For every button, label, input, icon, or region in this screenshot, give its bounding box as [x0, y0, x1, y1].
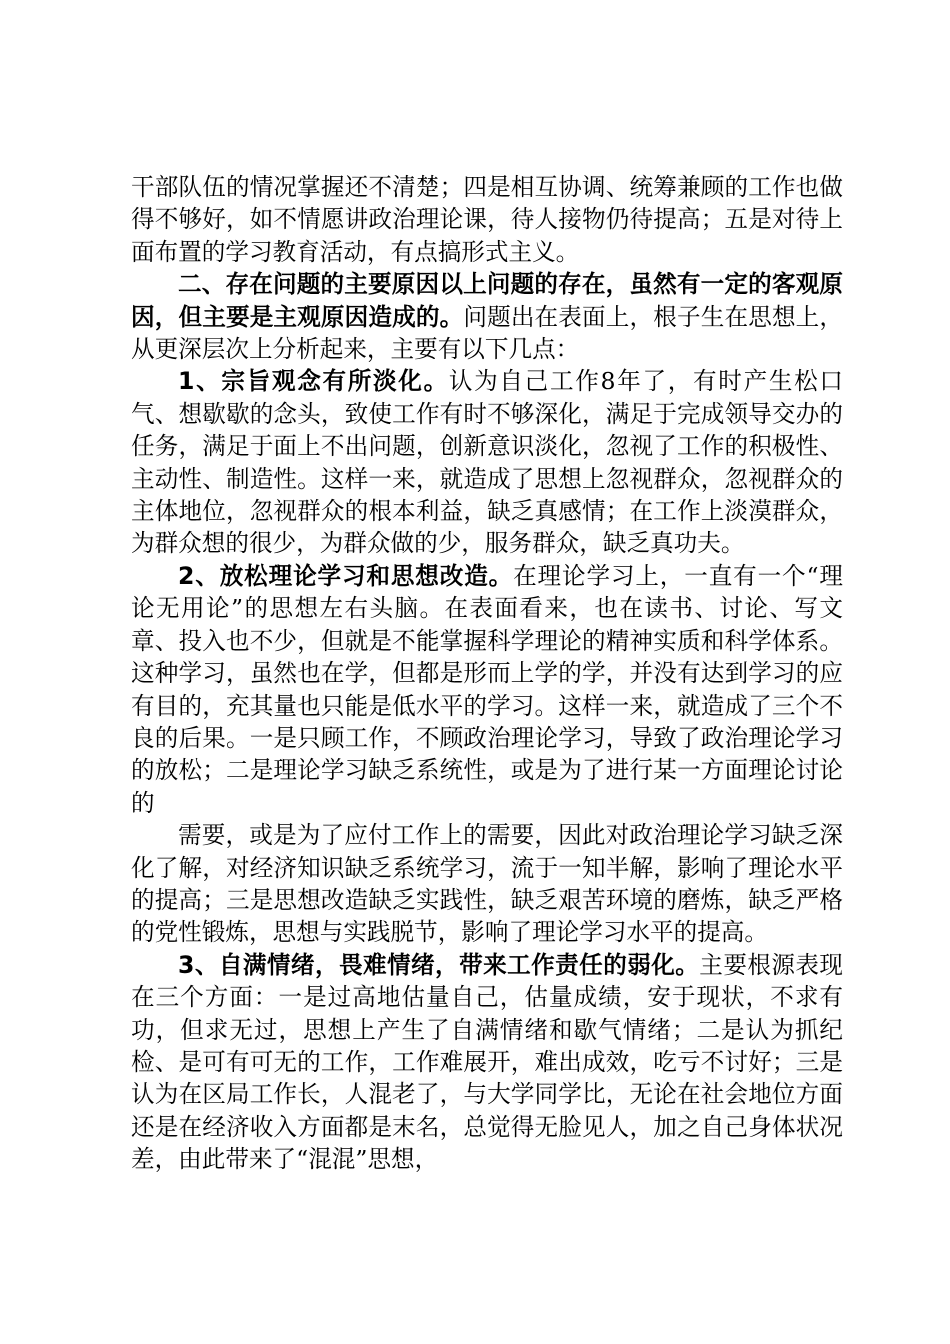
paragraph-bold-lead: 1、宗旨观念有所淡化。	[178, 367, 449, 396]
paragraph-text: 认为自己工作8年了，有时产生松口气、想歇歇的念头，致使工作有时不够深化，满足于完成领导交办的任务，满足于面上不出问题，创新意识淡化，忽视了工作的积极性、主动性、制造性。这样一来，就造成了思想上忽视群众，忽视群众的主体地位，忽视群众的根本利益，缺乏真感情；在工作上淡漠群众，为群众想的很少，为群众做的少，服务群众，缺乏真功夫。	[131, 367, 843, 558]
point-one-paragraph	[131, 365, 843, 559]
point-three-paragraph	[131, 949, 843, 1176]
paragraph-text: 主要根源表现在三个方面：一是过高地估量自己，估量成绩，安于现状，不求有功，但求无过，思想上产生了自满情绪和歇气情绪；二是认为抓纪检、是可有可无的工作，工作难展开，难出成效，吃亏不讨好；三是认为在区局工作长，人混老了，与大学同学比，无论在社会地位方面还是在经济收入方面都是末名，总觉得无脸见人，加之自己身体状况差，由此带来了“混混”思想，	[131, 950, 843, 1174]
paragraph-text: 干部队伍的情况掌握还不清楚；四是相互协调、统筹兼顾的工作也做得不够好，如不情愿讲政治理论课，待人接物仍待提高；五是对待上面布置的学习教育活动，有点搞形式主义。	[131, 173, 843, 266]
paragraph-bold-lead: 二、存在问题的主要原因以上问题的存在，虽然有一定的客观原因，但主要是主观原因造成的。	[131, 270, 843, 331]
paragraph-text: 需要，或是为了应付工作上的需要，因此对政治理论学习缺乏深化了解，对经济知识缺乏系统学习，流于一知半解，影响了理论水平的提高；三是思想改造缺乏实践性，缺乏艰苦环境的磨炼，缺乏严格的党性锻炼，思想与实践脱节，影响了理论学习水平的提高。	[131, 821, 843, 947]
point-two-continuation-paragraph	[131, 819, 843, 949]
document-page	[131, 171, 843, 1176]
point-two-paragraph	[131, 560, 843, 819]
paragraph-continuation-1	[131, 171, 843, 268]
paragraph-bold-lead: 2、放松理论学习和思想改造。	[178, 561, 514, 590]
paragraph-bold-lead: 3、自满情绪，畏难情绪，带来工作责任的弱化。	[178, 950, 700, 979]
paragraph-text: 问题出在表面上，根子生在思想上，从更深层次上分析起来，主要有以下几点：	[131, 302, 844, 364]
section-two-heading-paragraph	[131, 268, 843, 365]
paragraph-text: 在理论学习上，一直有一个“理论无用论”的思想左右头脑。在表面看来，也在读书、讨论、写文章、投入也不少，但就是不能掌握科学理论的精神实质和科学体系。这种学习，虽然也在学，但都是形而上学的学，并没有达到学习的应有目的，充其量也只能是低水平的学习。这样一来，就造成了三个不良的后果。一是只顾工作，不顾政治理论学习，导致了政治理论学习的放松；二是理论学习缺乏系统性，或是为了进行某一方面理论讨论的	[131, 561, 844, 817]
